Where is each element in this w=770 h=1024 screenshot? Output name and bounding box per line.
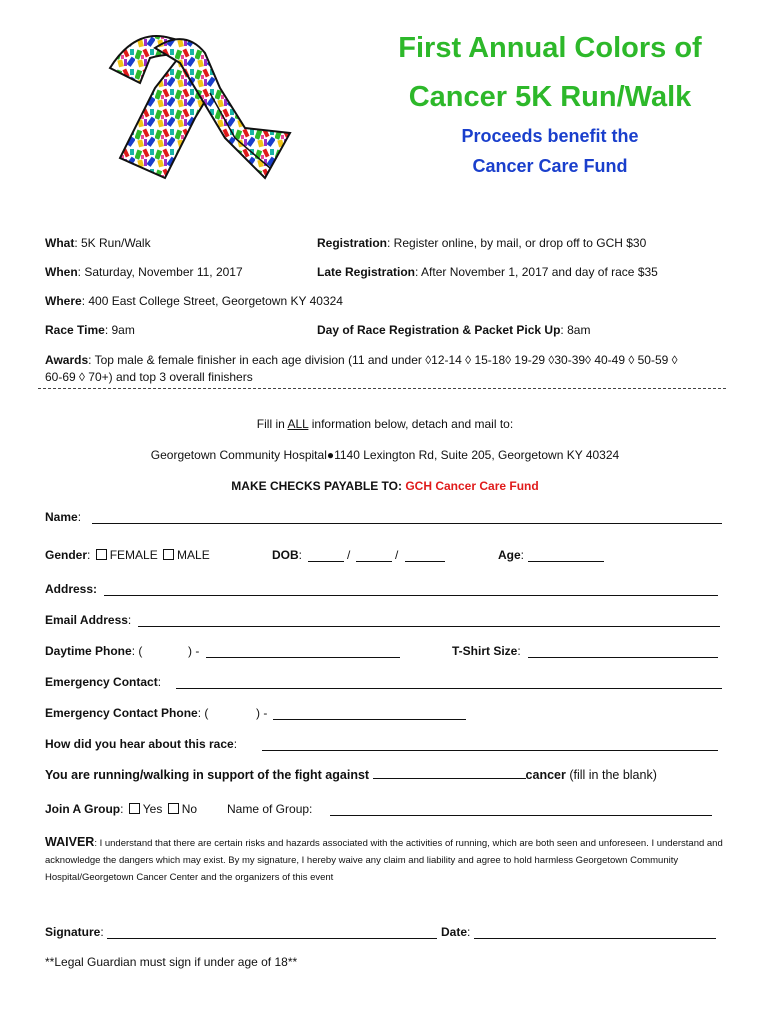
name-field[interactable] (92, 512, 722, 524)
where-row: Where: 400 East College Street, Georgetown KY 40324 (45, 294, 343, 308)
dob-year-field[interactable] (405, 550, 445, 562)
yes-checkbox[interactable] (129, 803, 140, 814)
dob-label: DOB: (272, 548, 303, 562)
female-checkbox[interactable] (96, 549, 107, 560)
subtitle-line-1: Proceeds benefit the (461, 126, 639, 146)
waiver-text: WAIVER: I understand that there are certain risks and hazards associated with the activities of running, which are both seen and unforeseen. I understand and acknowledge the dangers which may exist. By my signature, I hereby waive any claim and liability and agree to hold harmless Georgetown Community Hospital/Georgetown Cancer Center and the organizers of this event (45, 835, 723, 883)
support-row: You are running/walking in support of the fight against cancer (fill in the blank) (45, 768, 657, 782)
email-label: Email Address: (45, 613, 132, 627)
emergency-phone-label: Emergency Contact Phone: ( (45, 706, 209, 720)
daytime-phone-label: Daytime Phone: ( (45, 644, 143, 658)
date-label: Date: (441, 925, 471, 939)
group-name-field[interactable] (330, 804, 712, 816)
emergency-contact-label: Emergency Contact: (45, 675, 162, 689)
checks-payable: MAKE CHECKS PAYABLE TO: GCH Cancer Care Fund (231, 479, 539, 493)
daytime-phone-field[interactable] (206, 646, 400, 658)
what-row: What: 5K Run/Walk (45, 236, 151, 250)
hear-about-field[interactable] (262, 739, 718, 751)
fill-instructions: Fill in ALL information below, detach and mail to: (256, 417, 514, 431)
packet-pickup-row: Day of Race Registration & Packet Pick Up: 8am (317, 323, 591, 337)
gender-row: Gender: FEMALE MALE (45, 548, 210, 562)
male-checkbox[interactable] (163, 549, 174, 560)
email-field[interactable] (138, 615, 720, 627)
date-field[interactable] (474, 927, 716, 939)
address-field[interactable] (104, 584, 718, 596)
registration-row: Registration: Register online, by mail, or drop off to GCH $30 (317, 236, 647, 250)
detach-line (38, 388, 726, 389)
join-group-row: Join A Group: Yes No (45, 802, 198, 816)
tshirt-field[interactable] (528, 646, 718, 658)
age-label: Age: (498, 548, 525, 562)
signature-label: Signature: (45, 925, 104, 939)
awards-row: Awards: Top male & female finisher in each age division (11 and under ◊12-14 ◊ 15-18◊ 19-29 ◊30-39◊ 40-49 ◊ 50-59 ◊ 60-69 ◊ 70+) and top 3 overall finishers (45, 353, 678, 384)
guardian-note: **Legal Guardian must sign if under age of 18** (45, 955, 298, 969)
mailing-address: Georgetown Community Hospital●1140 Lexington Rd, Suite 205, Georgetown KY 40324 (150, 448, 620, 462)
dob-month-field[interactable] (308, 550, 344, 562)
no-checkbox[interactable] (168, 803, 179, 814)
race-time-row: Race Time: 9am (45, 323, 135, 337)
address-label: Address: (45, 582, 98, 596)
cancer-ribbon-icon (95, 28, 305, 198)
signature-field[interactable] (107, 927, 437, 939)
name-label: Name: (45, 510, 82, 524)
age-field[interactable] (528, 550, 604, 562)
when-row: When: Saturday, November 11, 2017 (45, 265, 243, 279)
subtitle-line-2: Cancer Care Fund (472, 156, 628, 176)
title-line-1: First Annual Colors of (398, 32, 702, 64)
emergency-phone-field[interactable] (273, 708, 466, 720)
tshirt-label: T-Shirt Size: (452, 644, 521, 658)
hear-about-label: How did you hear about this race: (45, 737, 238, 751)
emergency-contact-field[interactable] (176, 677, 722, 689)
group-name-label: Name of Group: (227, 802, 313, 816)
late-registration-row: Late Registration: After November 1, 2017 and day of race $35 (317, 265, 658, 279)
dob-day-field[interactable] (356, 550, 392, 562)
title-line-2: Cancer 5K Run/Walk (408, 81, 692, 113)
support-cancer-field[interactable] (373, 767, 526, 779)
